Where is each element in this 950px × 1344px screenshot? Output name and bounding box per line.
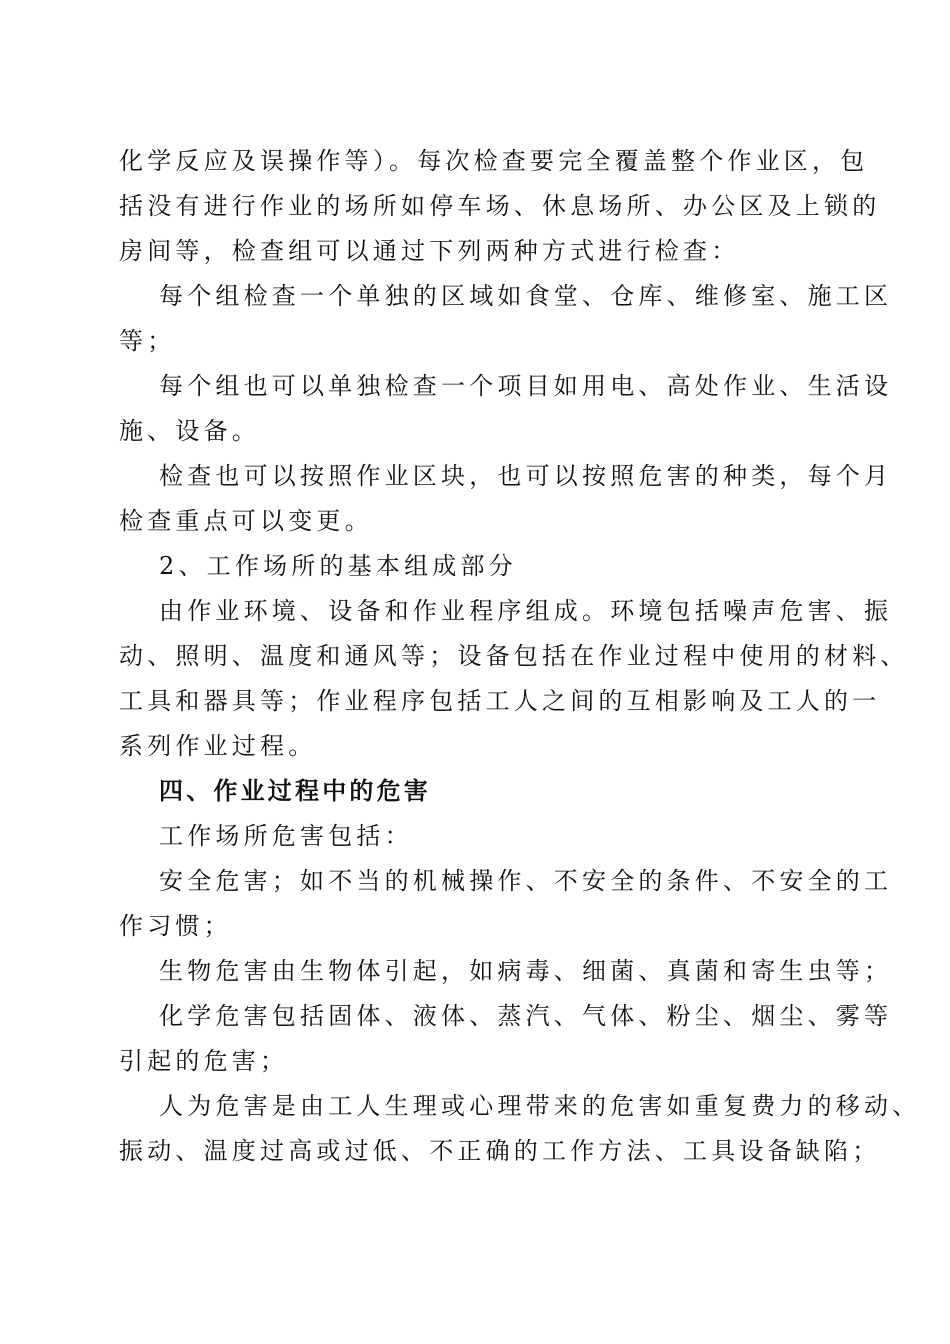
text-line: 括没有进行作业的场所如停车场、休息场所、办公区及上锁的	[119, 192, 881, 220]
text-line: 检查重点可以变更。	[119, 507, 373, 535]
text-line: 施、设备。	[119, 417, 260, 445]
text-line: 房间等，检查组可以通过下列两种方式进行检查：	[119, 237, 740, 265]
text-line: 化学危害包括固体、液体、蒸汽、气体、粉尘、烟尘、雾等	[159, 1002, 893, 1030]
text-line: 动、照明、温度和通风等；设备包括在作业过程中使用的材料、	[119, 642, 909, 670]
text-line: 作习惯；	[119, 912, 232, 940]
text-line: 振动、温度过高或过低、不正确的工作方法、工具设备缺陷；	[119, 1137, 881, 1165]
text-line: 系列作业过程。	[119, 732, 317, 760]
text-line: 化学反应及误操作等）。每次检查要完全覆盖整个作业区，包	[119, 147, 869, 175]
text-line: 检查也可以按照作业区块，也可以按照危害的种类，每个月	[159, 462, 893, 490]
section-subheading: 2、工作场所的基本组成部分	[159, 552, 517, 580]
text-line: 生物危害由生物体引起，如病毒、细菌、真菌和寄生虫等；	[159, 957, 893, 985]
text-line: 工具和器具等；作业程序包括工人之间的互相影响及工人的一	[119, 687, 881, 715]
text-line: 每个组检查一个单独的区域如食堂、仓库、维修室、施工区	[159, 282, 893, 310]
text-line: 工作场所危害包括：	[159, 822, 413, 850]
text-line: 引起的危害；	[119, 1047, 289, 1075]
text-line: 等；	[119, 327, 176, 355]
text-line: 人为危害是由工人生理或心理带来的危害如重复费力的移动、	[159, 1092, 921, 1120]
text-line: 由作业环境、设备和作业程序组成。环境包括噪声危害、振	[159, 597, 893, 625]
text-line: 安全危害；如不当的机械操作、不安全的条件、不安全的工	[159, 867, 893, 895]
section-heading: 四、作业过程中的危害	[159, 777, 431, 805]
text-line: 每个组也可以单独检查一个项目如用电、高处作业、生活设	[159, 372, 893, 400]
